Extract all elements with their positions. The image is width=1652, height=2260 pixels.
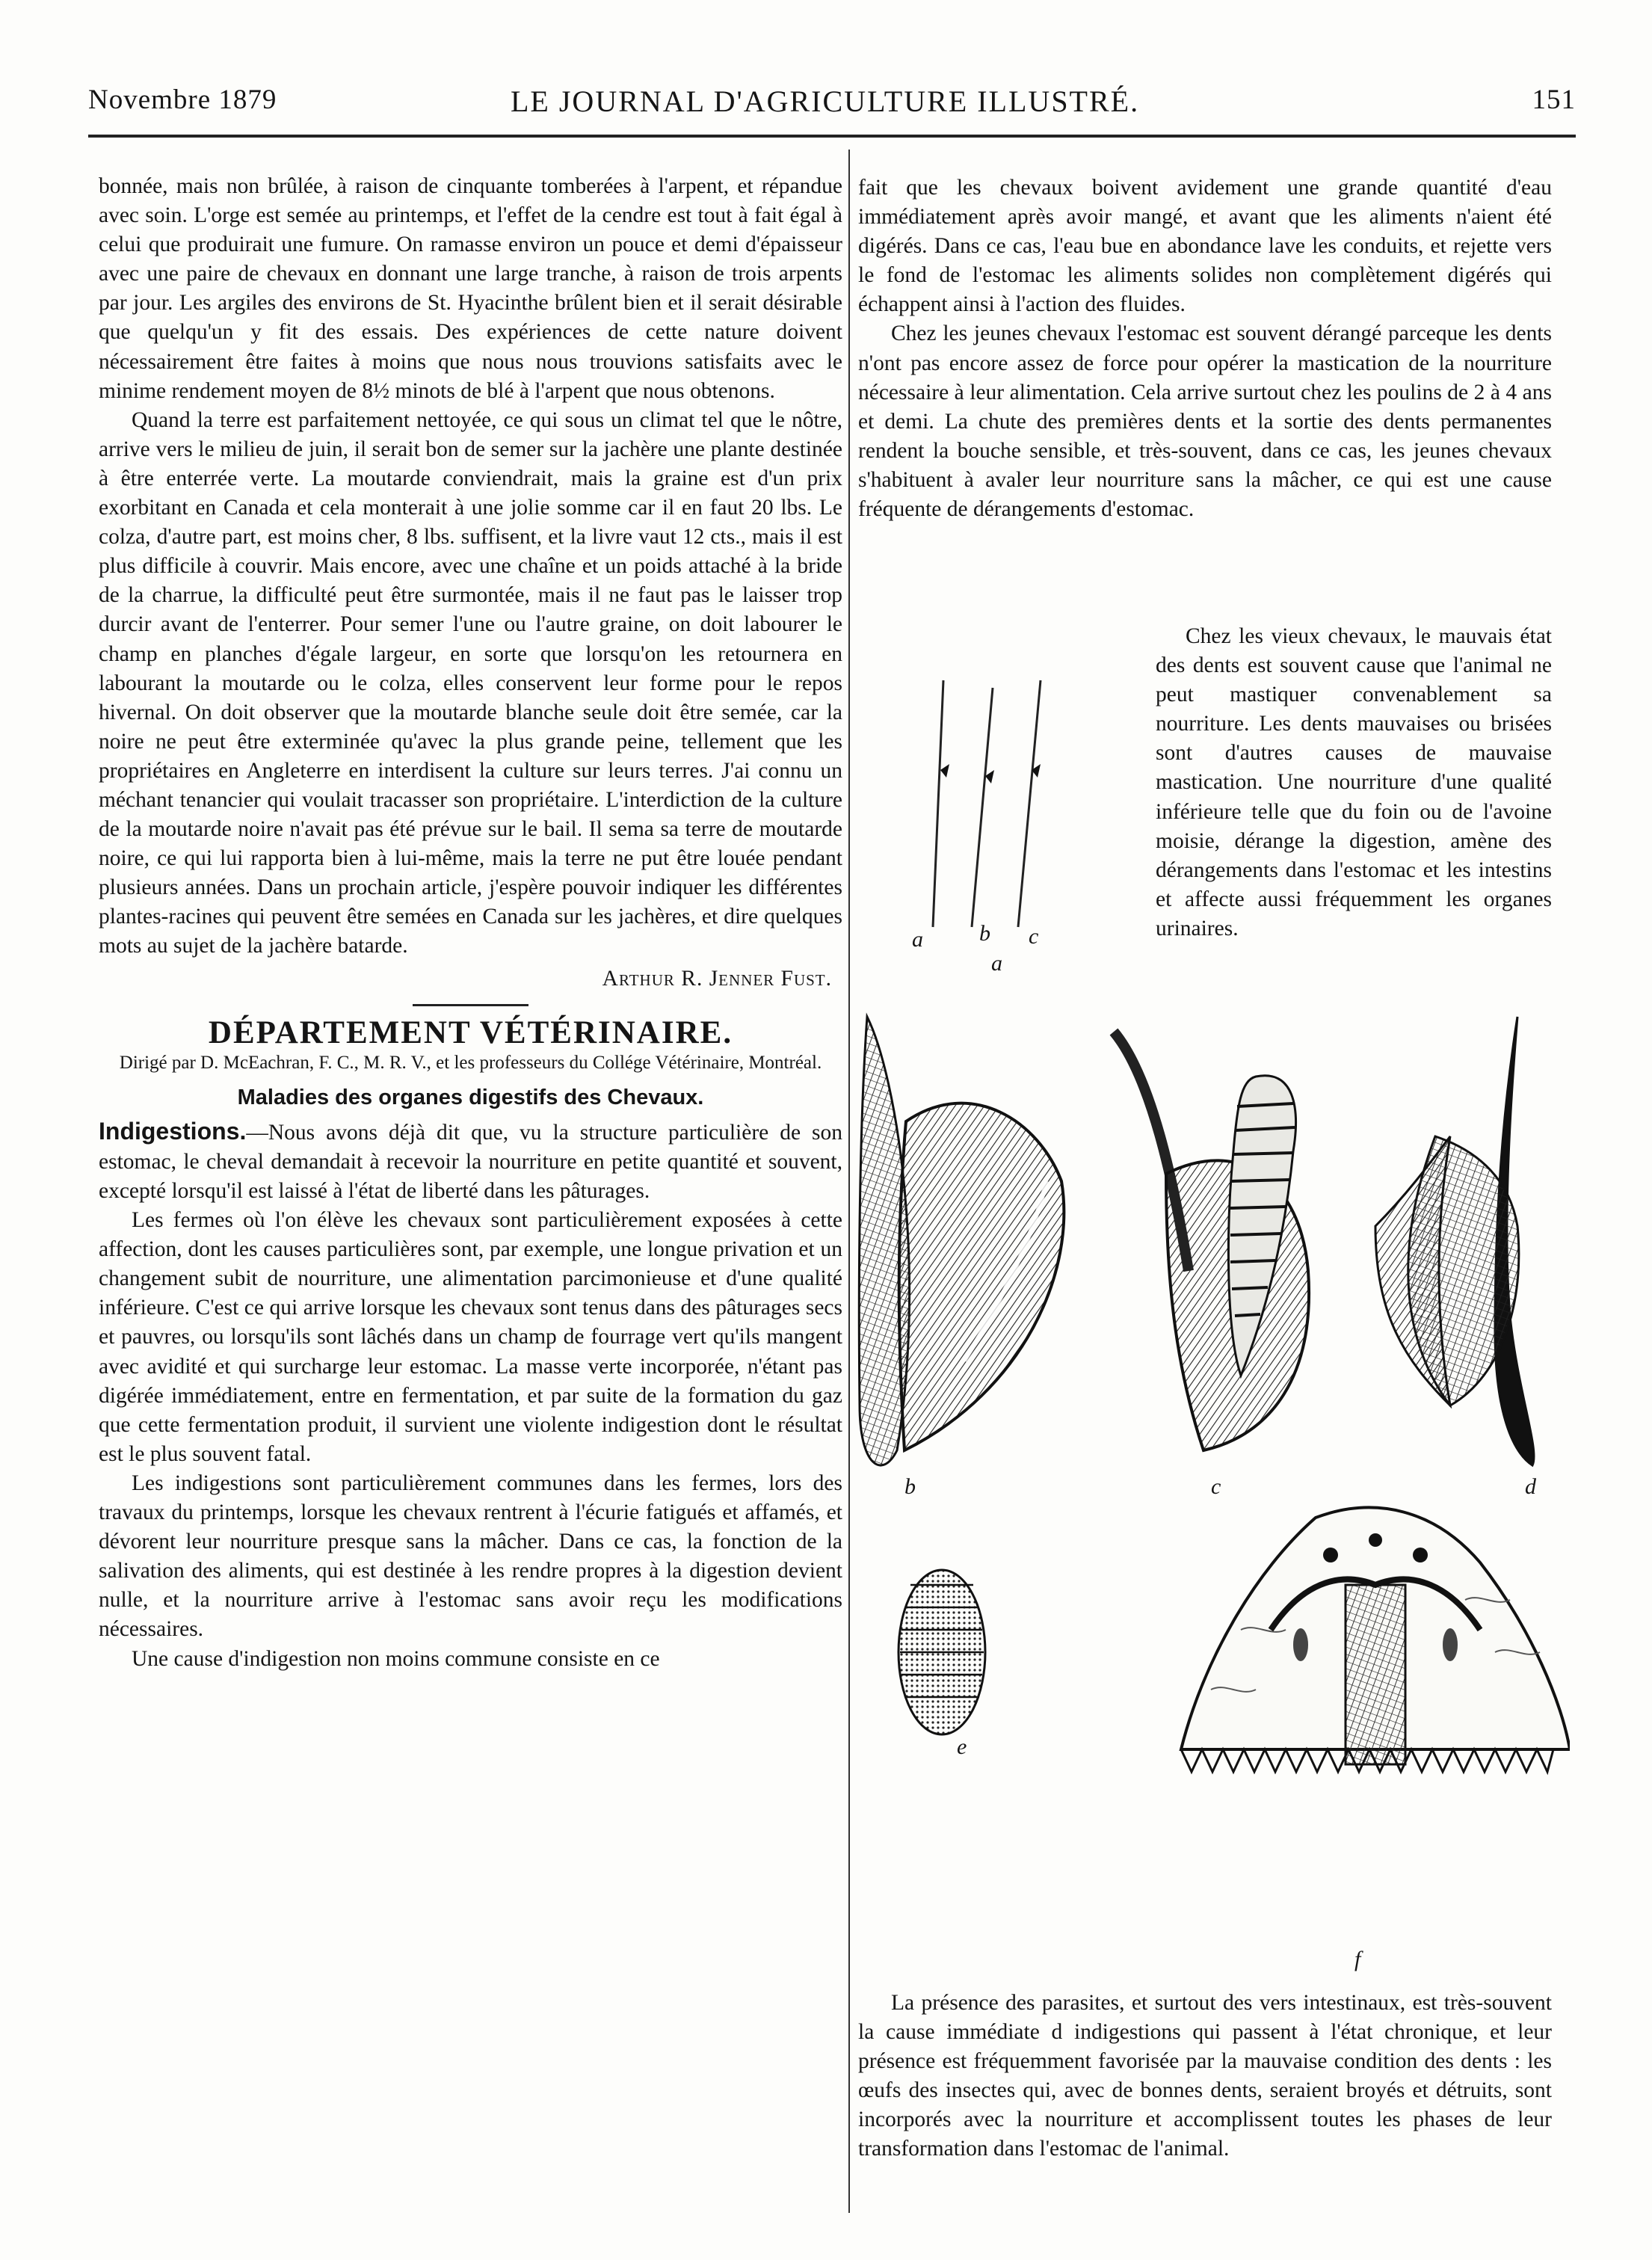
department-title: DÉPARTEMENT VÉTÉRINAIRE. (208, 1014, 733, 1050)
paragraph: Quand la terre est parfaitement nettoyée, ce qui sous un climat tel que le nôtre, arrive vers le milieu de juin, il serait bon de semer sur la jachère une plante destinée à être enterrée verte. La moutarde conviendrait, mais la graine est d'un prix exorbitant en Canada et cela monterait à une jolie somme car il en faut 20 lbs. Le colza, d'autre part, est moins cher, 8 lbs. suffisent, et la livre vaut 12 cts., mais il est plus difficile à couvrir. Mais encore, avec une chaîne et un poids attaché à la bride de la charrue, la difficulté peut être surmontée, mais il ne faut pas le laisser trop durcir avant de l'enterrer. Pour semer l'une ou l'autre graine, on doit labourer le champ en planches d'égale largeur, en sorte que lorsqu'on les retournera en labourant la moutarde ou le colza, elles conservent leur forme pour le repos hivernal. On doit observer que la moutarde blanche seule doit être semée, car la noire ne peut être exterminée qu'avec la plus grande peine, tellement que les propriétaires en Angleterre en interdisent la culture sur leurs terres. J'ai connu un méchant tenancier qui voulait tracasser son propriétaire. L'interdiction de la culture de la moutarde noire n'avait pas été prévue sur le bail. Il sema sa terre de moutarde noire, ce qui lui rapporta bien à lui-même, mais la terre ne put être louée pendant plusieurs années. Dans un prochain article, j'espère pouvoir indiquer les différentes plantes-racines qui peuvent être semées en Canada sur les jachères, et dire quelques mots au sujet de la jachère batarde. (99, 407, 842, 958)
label-a-small: a (912, 927, 923, 952)
figure-d-larva (1375, 1017, 1534, 1465)
section-rule (413, 1004, 528, 1006)
author-signature: Arthur R. Jenner Fust. (602, 966, 832, 991)
figure-e-egg (899, 1570, 985, 1734)
parasite-illustration-plate (852, 658, 1570, 1971)
label-f: f (1354, 1947, 1361, 1971)
page-header (88, 75, 1576, 127)
label-e: e (957, 1734, 967, 1759)
figure-f-head (1181, 1508, 1570, 1773)
paragraph: bonnée, mais non brûlée, à raison de cinquante tomberées à l'arpent, et répandue avec soin. L'orge est semée au printemps, et l'effet de la cendre est tout à fait égal à celui que produirait une fumure. On ramasse environ un pouce et demi d'épaisseur avec une paire de chevaux en donnant une large tranche, à raison de trois arpents par jour. Les argiles des environs de St. Hyacinthe brûlent bien et il serait désirable que quelqu'un y fit des essais. Des expériences de cette nature doivent nécessairement être faites à moins que nous nous trouvions satisfaits avec le minime rendement moyen de 8½ minots de blé à l'arpent que nous obtenons. (99, 174, 842, 403)
lead-word: Indigestions. (99, 1117, 247, 1145)
paragraph: Les indigestions sont particulièrement communes dans les fermes, lors des travaux du printemps, lorsque les chevaux rentrent à l'écurie fatigués et affamés, et dévorent leur nourriture presque sans la mâcher. Dans ce cas, la fonction de la salivation des aliments, qui est destinée à les rendre propres à la digestion devient nulle, et la nourriture arrive à l'estomac sans avoir reçu les modifications nécessaires. (99, 1471, 842, 1642)
label-a-group: a (991, 951, 1002, 976)
header-rule (88, 135, 1576, 138)
label-c: c (1211, 1474, 1221, 1499)
paragraph-lead (99, 1117, 842, 1206)
right-column (858, 173, 1552, 524)
paragraph: Une cause d'indigestion non moins commune consiste en ce (132, 1646, 660, 1671)
figure-a-hairs (933, 680, 1041, 927)
parasite-illustration (852, 658, 1570, 1959)
label-d: d (1525, 1474, 1536, 1499)
lead-text: —Nous avons déjà dit que, vu la structure particulière de son estomac, le cheval demandait à recevoir la nourriture en petite quantité et souvent, excepté lorsqu'il est laissé à l'état de liberté dans les pâturages. (99, 1120, 842, 1203)
header-page-number: 151 (1532, 84, 1576, 115)
paragraph: fait que les chevaux boivent avidement une grande quantité d'eau immédiatement après avoir mangé, et avant que les aliments n'aient été digérés. Dans ce cas, l'eau bue en abondance lave les conduits, et rejette vers le fond de l'estomac les aliments solides non complètement digérés qui échappent ainsi à l'action des fluides. (858, 176, 1552, 317)
paragraph: Les fermes où l'on élève les chevaux sont particulièrement exposées à cette affection, dont les causes particulières sont, par exemple, une longue privation et un changement subit de nourriture, une alimentation parcimonieuse et d'une qualité inférieure. C'est ce qui arrive lorsque les chevaux sont tenus dans des pâturages secs et pauvres, ou lorsqu'ils sont lâchés dans un champ de fourrage vert qu'ils mangent avec avidité et qui surcharge leur estomac. La masse verte incorporée, n'étant pas digérée immédiatement, entre en fermentation, et par suite de la formation du gaz que cette fermentation produit, il survient une violente indigestion dont le résultat est le plus souvent fatal. (99, 1208, 842, 1466)
right-column-bottom (858, 1989, 1552, 2164)
label-c-small: c (1029, 924, 1039, 949)
label-b-small: b (979, 921, 990, 946)
column-divider (848, 150, 850, 2213)
figure-c-larva (1114, 1032, 1309, 1450)
left-column (99, 172, 842, 1674)
section-heading: Maladies des organes digestifs des Chevaux. (237, 1085, 704, 1109)
department-subtitle: Dirigé par D. McEachran, F. C., M. R. V., et les professeurs du Collége Vétérinaire, Montréal. (119, 1052, 822, 1073)
paragraph: La présence des parasites, et surtout des vers intestinaux, est très-souvent la cause immédiate d indigestions qui passent à l'état chronique, et leur présence est fréquemment favorisée par la mauvaise condition des dents : les œufs des insectes qui, avec de bonnes dents, seraient broyés et détruits, sont incorporés avec la nourriture et accomplissent toutes les phases de leur transformation dans l'estomac de l'animal. (858, 1991, 1552, 2161)
paragraph: Chez les vieux chevaux, le mauvais état des dents est souvent cause que l'animal ne peut mastiquer convenablement sa nourriture. Les dents mauvaises ou brisées sont d'autres causes de mauvaise mastication. Une nourriture d'une qualité inférieure telle que du foin ou de l'avoine moisie, dérange la digestion, amène des dérangements dans l'estomac et les intestins et affecte aussi fréquemment les organes urinaires. (1156, 624, 1552, 940)
header-date: Novembre 1879 (88, 84, 277, 115)
header-journal-title: LE JOURNAL D'AGRICULTURE ILLUSTRÉ. (511, 84, 1140, 118)
label-b: b (904, 1474, 916, 1499)
figure-b-larva (859, 1017, 1064, 1465)
paragraph: Chez les jeunes chevaux l'estomac est souvent dérangé parceque les dents n'ont pas encore assez de force pour opérer la mastication de la nourriture nécessaire à leur alimentation. Cela arrive surtout chez les poulins de 2 à 4 ans et demi. La chute des premières dents et la sortie des dents permanentes rendent la bouche sensible, et très-souvent, dans ce cas, les jeunes chevaux s'habituent à avaler leur nourriture sans la mâcher, ce qui est une cause fréquente de dérangements d'estomac. (858, 321, 1552, 522)
